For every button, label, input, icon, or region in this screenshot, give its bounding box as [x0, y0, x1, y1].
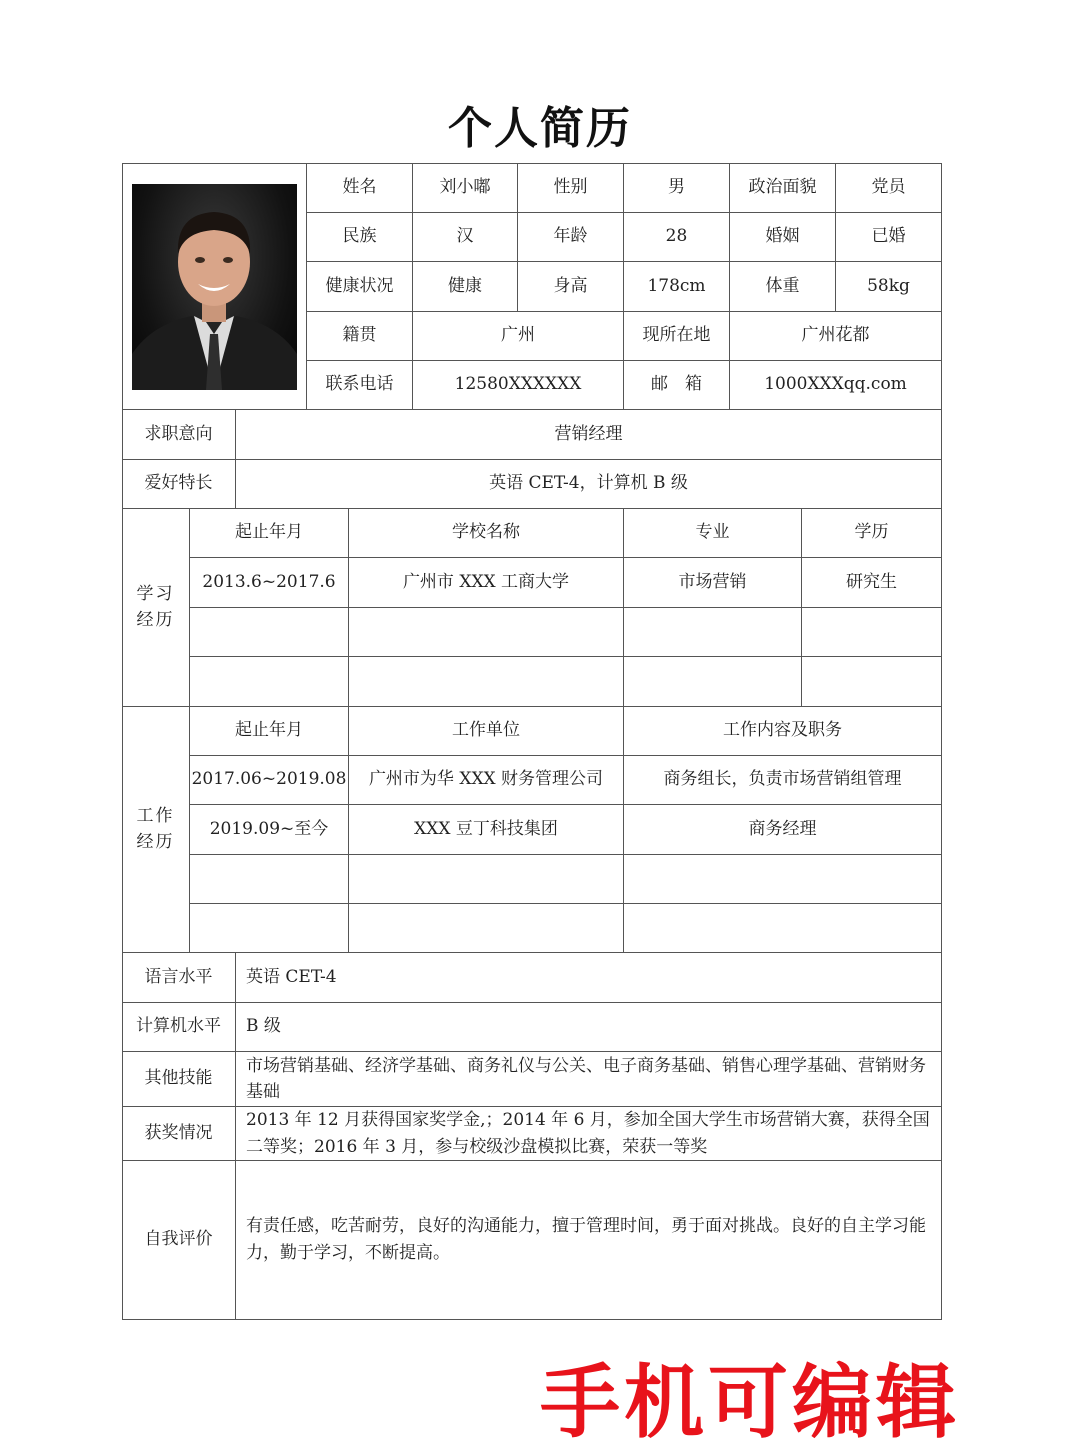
phone-label: 联系电话 [307, 361, 413, 410]
work-row1-company[interactable]: 广州市为华 XXX 财务管理公司 [349, 756, 624, 805]
edu-row3-period[interactable] [190, 657, 349, 707]
edu-row2-degree[interactable] [802, 608, 942, 657]
skills-label: 其他技能 [122, 1052, 236, 1107]
self-value[interactable]: 有责任感，吃苦耐劳，良好的沟通能力，擅于管理时间，勇于面对挑战。良好的自主学习能力，勤于学习，不断提高。 [236, 1161, 942, 1320]
work-header-period: 起止年月 [190, 707, 349, 756]
edu-row1-degree[interactable]: 研究生 [802, 558, 942, 608]
work-row4-period[interactable] [190, 904, 349, 953]
edu-row1-school[interactable]: 广州市 XXX 工商大学 [349, 558, 624, 608]
awards-label: 获奖情况 [122, 1107, 236, 1161]
edu-row3-degree[interactable] [802, 657, 942, 707]
gender-value[interactable]: 男 [624, 163, 730, 213]
work-row1-period[interactable]: 2017.06~2019.08 [190, 756, 349, 805]
edu-row2-school[interactable] [349, 608, 624, 657]
work-label-line1: 工作 [136, 806, 175, 826]
weight-label: 体重 [730, 262, 836, 312]
weight-value[interactable]: 58kg [836, 262, 942, 312]
ethnicity-label: 民族 [307, 213, 413, 262]
self-label: 自我评价 [122, 1161, 236, 1320]
work-row3-duty[interactable] [624, 855, 942, 904]
edu-header-school: 学校名称 [349, 509, 624, 558]
work-row4-duty[interactable] [624, 904, 942, 953]
email-value[interactable]: 1000XXXqq.com [730, 361, 942, 410]
intent-label: 求职意向 [122, 410, 236, 460]
health-label: 健康状况 [307, 262, 413, 312]
work-row1-duty[interactable]: 商务组长，负责市场营销组管理 [624, 756, 942, 805]
intent-value[interactable]: 营销经理 [236, 410, 942, 460]
language-label: 语言水平 [122, 953, 236, 1003]
work-label-line2: 经历 [136, 831, 175, 852]
name-label: 姓名 [307, 163, 413, 213]
edu-row1-period[interactable]: 2013.6~2017.6 [190, 558, 349, 608]
political-label: 政治面貌 [730, 163, 836, 213]
computer-value[interactable]: B 级 [236, 1003, 942, 1052]
computer-label: 计算机水平 [122, 1003, 236, 1052]
location-label: 现所在地 [624, 312, 730, 361]
education-label [122, 509, 190, 707]
edu-row2-period[interactable] [190, 608, 349, 657]
marriage-value[interactable]: 已婚 [836, 213, 942, 262]
hobby-value[interactable]: 英语 CET-4，计算机 B 级 [236, 460, 942, 509]
portrait-photo [132, 184, 297, 390]
awards-value[interactable]: 2013 年 12 月获得国家奖学金,；2014 年 6 月，参加全国大学生市场营销大赛，获得全国二等奖；2016 年 3 月，参与校级沙盘模拟比赛，荣获一等奖 [236, 1107, 942, 1161]
gender-label: 性别 [518, 163, 624, 213]
ethnicity-value[interactable]: 汉 [413, 213, 518, 262]
email-label: 邮 箱 [624, 361, 730, 410]
editable-stamp: 手机可编辑 [540, 1356, 960, 1449]
native-label: 籍贯 [307, 312, 413, 361]
age-value[interactable]: 28 [624, 213, 730, 262]
location-value[interactable]: 广州花都 [730, 312, 942, 361]
native-value[interactable]: 广州 [413, 312, 624, 361]
work-row3-period[interactable] [190, 855, 349, 904]
work-row2-duty[interactable]: 商务经理 [624, 805, 942, 855]
edu-header-degree: 学历 [802, 509, 942, 558]
political-value[interactable]: 党员 [836, 163, 942, 213]
hobby-label: 爱好特长 [122, 460, 236, 509]
age-label: 年龄 [518, 213, 624, 262]
name-value[interactable]: 刘小嘟 [413, 163, 518, 213]
work-row2-company[interactable]: XXX 豆丁科技集团 [349, 805, 624, 855]
work-header-duty: 工作内容及职务 [624, 707, 942, 756]
resume-title: 个人简历 [448, 103, 632, 154]
education-label-line1: 学习 [136, 584, 175, 604]
work-row3-company[interactable] [349, 855, 624, 904]
height-value[interactable]: 178cm [624, 262, 730, 312]
work-row2-period[interactable]: 2019.09~至今 [190, 805, 349, 855]
edu-header-major: 专业 [624, 509, 802, 558]
edu-row3-major[interactable] [624, 657, 802, 707]
edu-row1-major[interactable]: 市场营销 [624, 558, 802, 608]
height-label: 身高 [518, 262, 624, 312]
education-label-line2: 经历 [136, 609, 175, 630]
edu-row2-major[interactable] [624, 608, 802, 657]
work-row4-company[interactable] [349, 904, 624, 953]
language-value[interactable]: 英语 CET-4 [236, 953, 942, 1003]
marriage-label: 婚姻 [730, 213, 836, 262]
phone-value[interactable]: 12580XXXXXX [413, 361, 624, 410]
health-value[interactable]: 健康 [413, 262, 518, 312]
edu-header-period: 起止年月 [190, 509, 349, 558]
work-header-company: 工作单位 [349, 707, 624, 756]
edu-row3-school[interactable] [349, 657, 624, 707]
work-label [122, 707, 190, 953]
skills-value[interactable]: 市场营销基础、经济学基础、商务礼仪与公关、电子商务基础、销售心理学基础、营销财务基础 [236, 1052, 942, 1107]
